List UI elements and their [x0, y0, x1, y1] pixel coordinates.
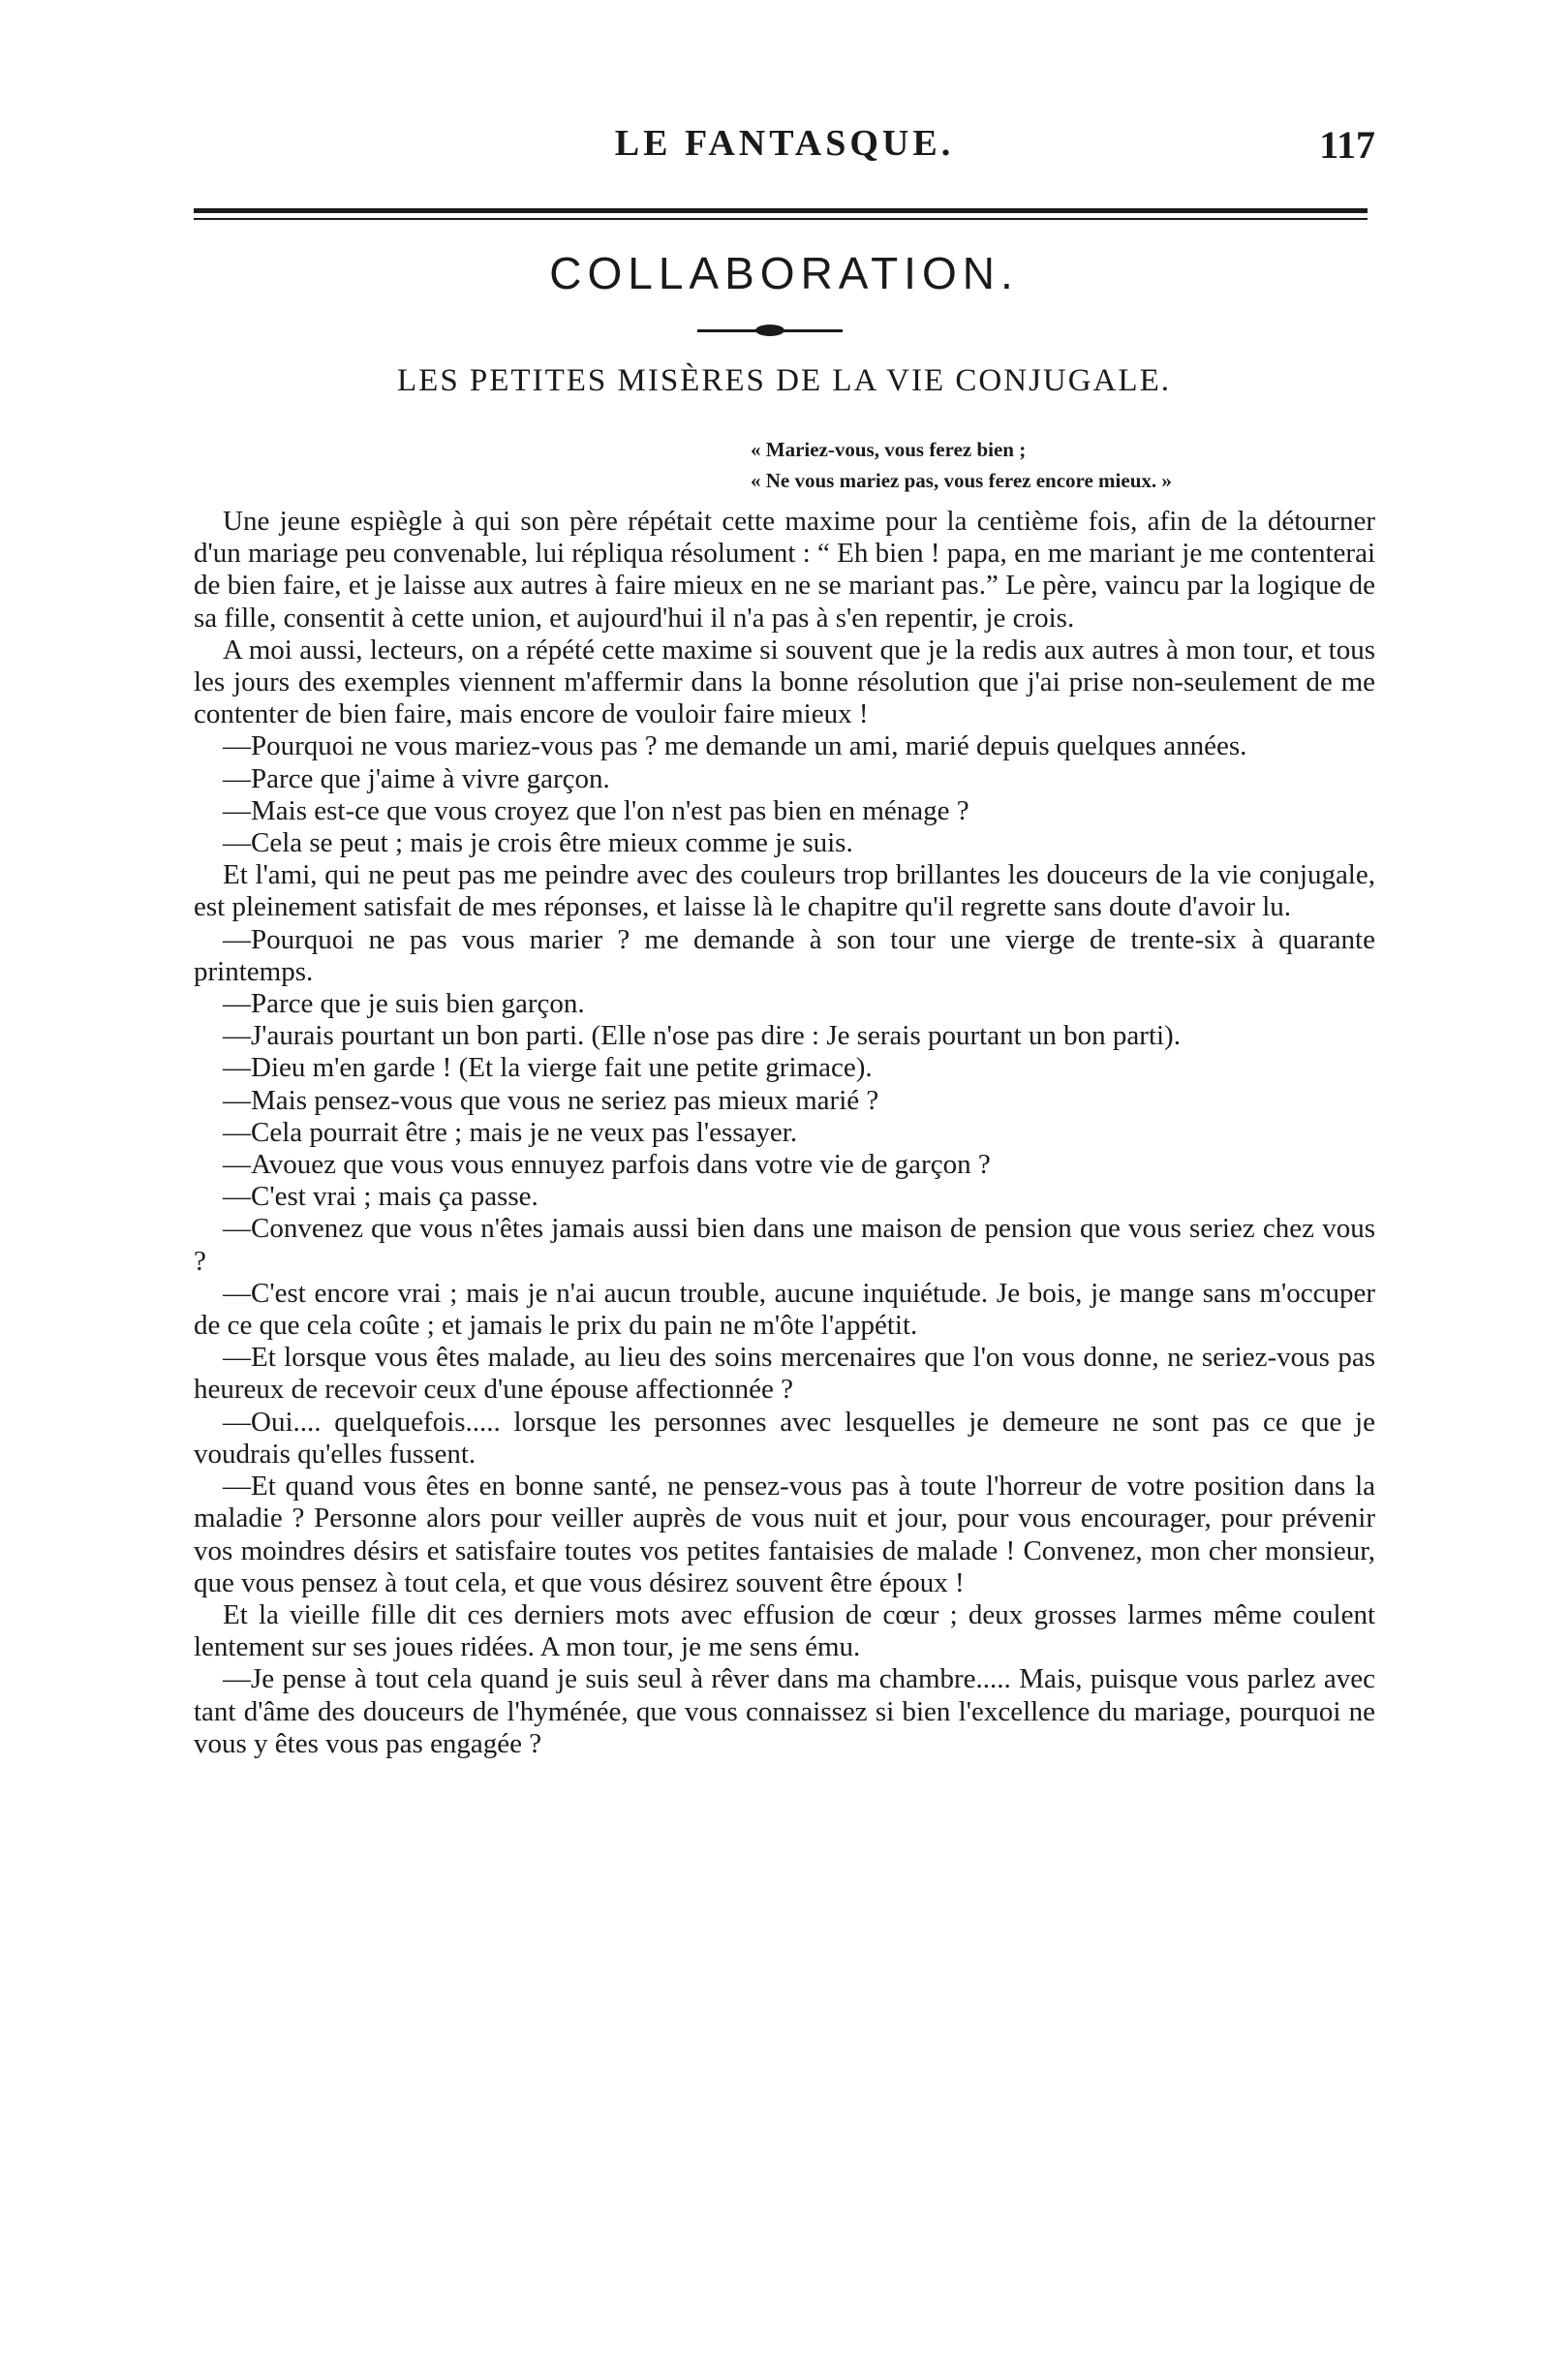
- dialogue-line: —Dieu m'en garde ! (Et la vierge fait une petite grimace).: [223, 1052, 873, 1084]
- dialogue-line: —Je pense à tout cela quand je suis seul à rêver dans ma chambre..... Mais, puisque vous parlez avec tant d'âme des douceurs de l'hyménée, que vous connaissez si bien l'excellence du mariage, pourquoi ne vous y êtes vous pas engagée ?: [194, 1663, 1375, 1759]
- dialogue-line: —Cela se peut ; mais je crois être mieux comme je suis.: [223, 827, 853, 859]
- paragraph: Et l'ami, qui ne peut pas me peindre avec des couleurs trop brillantes les douceurs de la vie conjugale, est pleinement satisfait de mes réponses, et laisse là le chapitre qu'il regrette sans doute d'avoir lu.: [194, 859, 1375, 923]
- paragraph: A moi aussi, lecteurs, on a répété cette maxime si souvent que je la redis aux autres à mon tour, et tous les jours des exemples viennent m'affermir dans la bonne résolution que j'ai prise non-seulement de me contenter de bien faire, mais encore de vouloir faire mieux !: [194, 634, 1375, 730]
- page-number: 117: [1319, 123, 1375, 167]
- ornamental-divider: [697, 329, 843, 332]
- epigraph-line: « Ne vous mariez pas, vous ferez encore mieux. »: [751, 469, 1172, 492]
- journal-title: LE FANTASQUE.: [614, 123, 955, 164]
- paragraph: Et la vieille fille dit ces derniers mots avec effusion de cœur ; deux grosses larmes même coulent lentement sur ses joues ridées. A mon tour, je me sens ému.: [194, 1598, 1375, 1663]
- paragraph: Une jeune espiègle à qui son père répétait cette maxime pour la centième fois, afin de la détourner d'un mariage peu convenable, lui répliqua résolument : “ Eh bien ! papa, en me mariant je me contenterai de bien faire, et je laisse aux autres à faire mieux en ne se mariant pas.” Le père, vaincu par la logique de sa fille, consentit à cette union, et aujourd'hui il n'a pas à s'en repentir, je crois.: [194, 506, 1375, 634]
- epigraph-line: « Mariez-vous, vous ferez bien ;: [751, 438, 1027, 461]
- dialogue-line: —Pourquoi ne vous mariez-vous pas ? me demande un ami, marié depuis quelques années.: [223, 730, 1247, 762]
- epigraph: [751, 434, 1380, 496]
- dialogue-line: —Et quand vous êtes en bonne santé, ne pensez-vous pas à toute l'horreur de votre position dans la maladie ? Personne alors pour veiller auprès de vous nuit et jour, pour vous encourager, pour prévenir vos moindres désirs et satisfaire toutes vos petites fantaisies de malade ! Convenez, mon cher monsieur, que vous pensez à tout cela, et que vous désirez souvent être époux !: [194, 1471, 1375, 1598]
- dialogue-line: —Mais est-ce que vous croyez que l'on n'est pas bien en ménage ?: [223, 794, 969, 826]
- dialogue-line: —Pourquoi ne pas vous marier ? me demande à son tour une vierge de trente-six à quarante printemps.: [194, 923, 1375, 987]
- section-title: COLLABORATION.: [549, 248, 1019, 298]
- header-rule-thin: [194, 218, 1368, 220]
- dialogue-line: —Convenez que vous n'êtes jamais aussi bien dans une maison de pension que vous seriez chez vous ?: [194, 1213, 1375, 1277]
- dialogue-line: —C'est encore vrai ; mais je n'ai aucun trouble, aucune inquiétude. Je bois, je mange sans m'occuper de ce que cela coûte ; et jamais le prix du pain ne m'ôte l'appétit.: [194, 1277, 1375, 1342]
- dialogue-line: —J'aurais pourtant un bon parti. (Elle n'ose pas dire : Je serais pourtant un bon parti).: [223, 1020, 1181, 1052]
- dialogue-line: —Cela pourrait être ; mais je ne veux pas l'essayer.: [223, 1116, 798, 1148]
- dialogue-line: —Oui.... quelquefois..... lorsque les personnes avec lesquelles je demeure ne sont pas ce que je voudrais qu'elles fussent.: [194, 1406, 1375, 1470]
- article-body: [194, 506, 1375, 1760]
- dialogue-line: —Avouez que vous vous ennuyez parfois dans votre vie de garçon ?: [223, 1149, 991, 1181]
- header-rule-thick: [194, 208, 1368, 213]
- article-title: LES PETITES MISÈRES DE LA VIE CONJUGALE.: [397, 363, 1171, 398]
- dialogue-line: —Mais pensez-vous que vous ne seriez pas mieux marié ?: [223, 1084, 879, 1116]
- running-head: [194, 122, 1375, 170]
- dialogue-line: —Parce que j'aime à vivre garçon.: [223, 762, 610, 794]
- dialogue-line: —C'est vrai ; mais ça passe.: [223, 1181, 538, 1213]
- dialogue-line: —Et lorsque vous êtes malade, au lieu des soins mercenaires que l'on vous donne, ne seriez-vous pas heureux de recevoir ceux d'une épouse affectionnée ?: [194, 1342, 1375, 1406]
- dialogue-line: —Parce que je suis bien garçon.: [223, 988, 585, 1020]
